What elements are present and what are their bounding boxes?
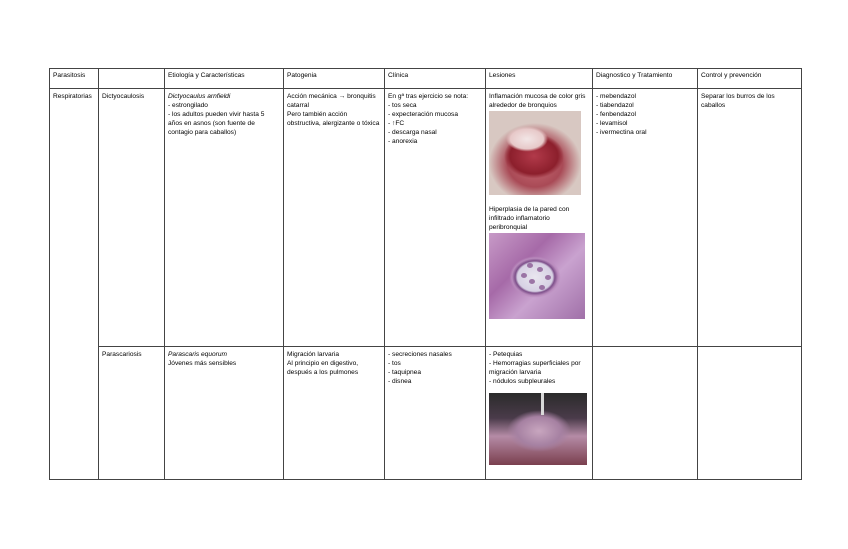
pathogenesis-line: Migración larvaria bbox=[287, 351, 340, 358]
histology-photo bbox=[489, 233, 585, 319]
lesion-text: Hiperplasia de la pared con infiltrado inflamatorio peribronquial bbox=[489, 206, 572, 231]
header-patogenia: Patogenia bbox=[284, 69, 385, 89]
diagnosis-cell bbox=[593, 347, 698, 480]
diagnosis-line: - mebendazol bbox=[596, 93, 636, 100]
lung-lesion-photo bbox=[489, 111, 581, 195]
etiology-line: Jóvenes más sensibles bbox=[168, 360, 237, 367]
disease-name: Parascariosis bbox=[102, 351, 142, 358]
disease-name: Dictyocaulosis bbox=[102, 93, 145, 100]
header-lesiones: Lesiones bbox=[486, 69, 593, 89]
diagnosis-line: - ivermectina oral bbox=[596, 129, 647, 136]
clinical-line: En gª tras ejercicio se nota: bbox=[388, 93, 469, 100]
clinical-line: - expecteración mucosa bbox=[388, 111, 459, 118]
control-cell bbox=[698, 89, 802, 347]
header-clinica: Clínica bbox=[385, 69, 486, 89]
clinical-line: - anorexia bbox=[388, 138, 418, 145]
clinical-line: - tos seca bbox=[388, 102, 417, 109]
disease-cell bbox=[99, 89, 165, 347]
group-label: Respiratorias bbox=[53, 93, 92, 100]
clinical-line: - ↑FC bbox=[388, 120, 405, 127]
etiology-cell bbox=[165, 347, 284, 480]
lesions-cell bbox=[486, 347, 593, 480]
disease-cell bbox=[99, 347, 165, 480]
header-diagnostico: Diagnostico y Tratamiento bbox=[593, 69, 698, 89]
pathogenesis-line: Pero también acción obstructiva, alergizante o tóxica bbox=[287, 111, 380, 127]
lesion-text: - Hemorragias superficiales por migración larvaria bbox=[489, 360, 583, 376]
parasitosis-table bbox=[49, 68, 802, 480]
clinical-line: - descarga nasal bbox=[388, 129, 437, 136]
pathogenesis-cell bbox=[284, 347, 385, 480]
header-empty bbox=[99, 69, 165, 89]
diagnosis-line: - tiabendazol bbox=[596, 102, 634, 109]
species-name: Dictyocaulus arnfieldi bbox=[168, 93, 231, 100]
control-cell bbox=[698, 347, 802, 480]
diagnosis-line: - levamisol bbox=[596, 120, 628, 127]
etiology-cell bbox=[165, 89, 284, 347]
clinical-cell bbox=[385, 347, 486, 480]
table-row-parascariosis bbox=[50, 347, 802, 480]
group-cell bbox=[50, 89, 99, 480]
etiology-line: - estrongilado bbox=[168, 102, 208, 109]
species-name: Parascaris equorum bbox=[168, 351, 228, 358]
header-etiologia: Etiología y Características bbox=[165, 69, 284, 89]
lesion-text: - Petequias bbox=[489, 351, 523, 358]
diagnosis-cell bbox=[593, 89, 698, 347]
etiology-line: - los adultos pueden vivir hasta 5 años en asnos (son fuente de contagio para caballos) bbox=[168, 111, 267, 136]
pathogenesis-line: Al principio en digestivo, después a los pulmones bbox=[287, 360, 360, 376]
clinical-line: - disnea bbox=[388, 378, 412, 385]
lesion-text: - nódulos subpleurales bbox=[489, 378, 556, 385]
clinical-line: - tos bbox=[388, 360, 401, 367]
pathogenesis-cell bbox=[284, 89, 385, 347]
clinical-line: - taquipnea bbox=[388, 369, 421, 376]
lesion-text: Inflamación mucosa de color gris alrededor de bronquios bbox=[489, 93, 588, 109]
clinical-cell bbox=[385, 89, 486, 347]
header-row bbox=[50, 69, 802, 89]
lung-surface-photo bbox=[489, 393, 587, 465]
pathogenesis-line: Acción mecánica → bronquitis catarral bbox=[287, 93, 378, 109]
lesions-cell bbox=[486, 89, 593, 347]
diagnosis-line: - fenbendazol bbox=[596, 111, 636, 118]
table-row-dictyocaulosis bbox=[50, 89, 802, 347]
control-text: Separar los burros de los caballos bbox=[701, 93, 777, 109]
header-parasitosis: Parasitosis bbox=[50, 69, 99, 89]
header-control: Control y prevención bbox=[698, 69, 802, 89]
clinical-line: - secreciones nasales bbox=[388, 351, 452, 358]
